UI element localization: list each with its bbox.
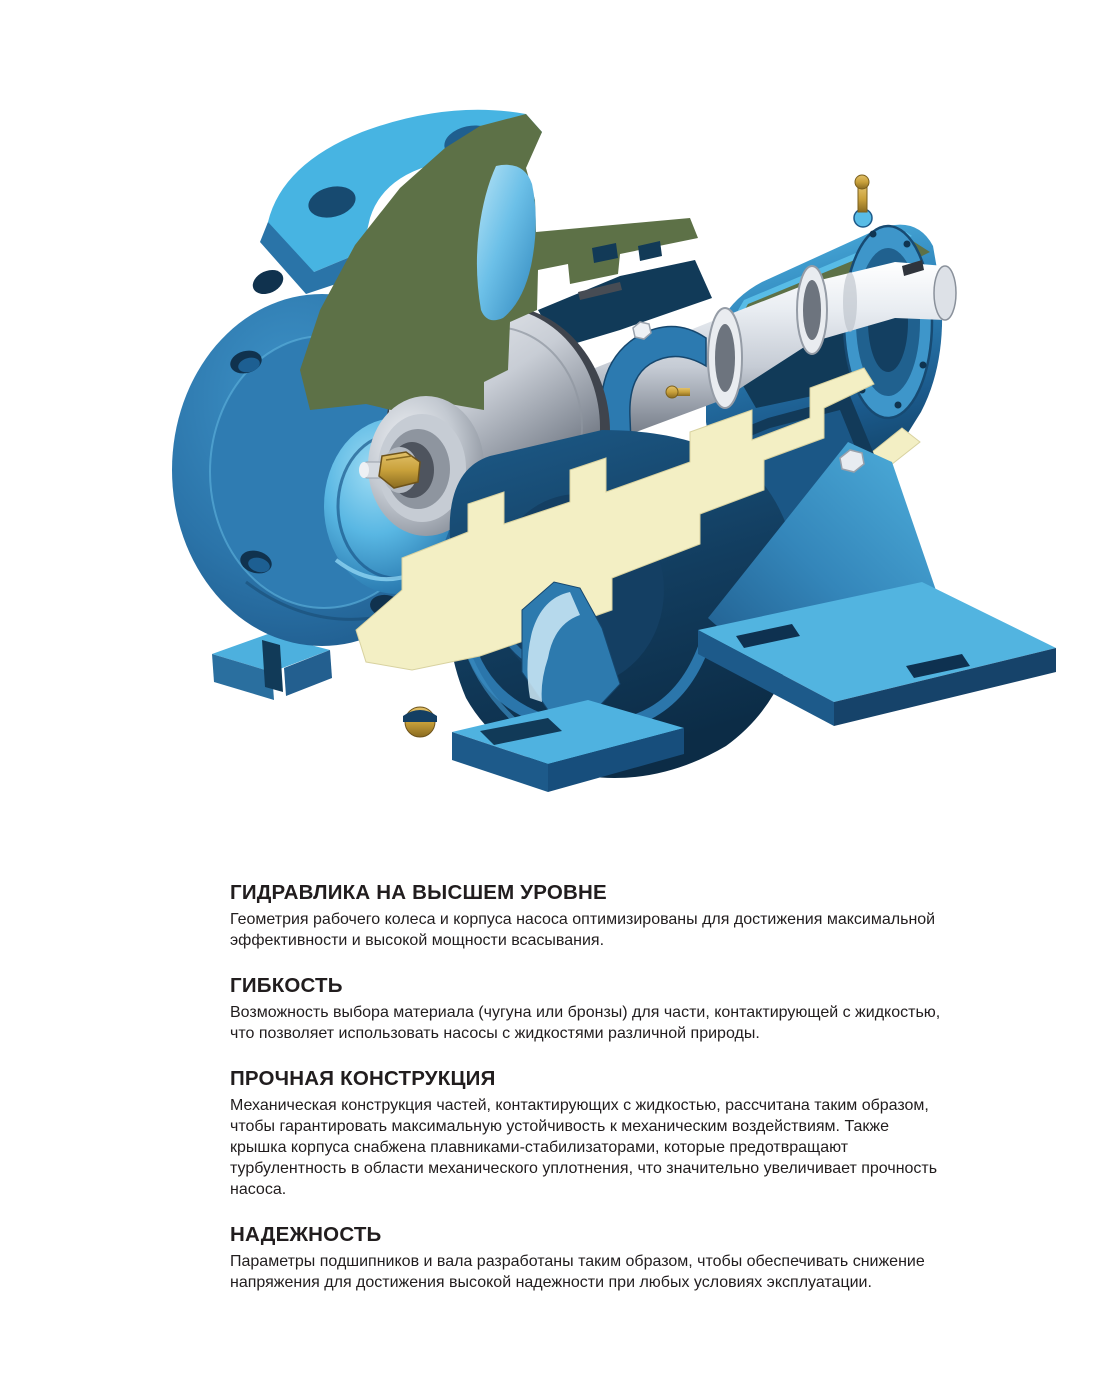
feature-sections bbox=[230, 881, 942, 1316]
section-flexibility bbox=[230, 974, 942, 1044]
section-heading: ПРОЧНАЯ КОНСТРУКЦИЯ bbox=[230, 1067, 496, 1090]
pump-cutaway-illustration bbox=[150, 70, 1070, 810]
section-reliability bbox=[230, 1223, 942, 1293]
section-heading: НАДЕЖНОСТЬ bbox=[230, 1223, 382, 1246]
grease-nipple bbox=[854, 175, 872, 227]
section-body: Возможность выбора материала (чугуна или бронзы) для части, контактирующей с жидкостью, что позволяет использовать насосы с жидкостями различной природы. bbox=[230, 1004, 941, 1042]
section-body: Параметры подшипников и вала разработаны таким образом, чтобы обеспечивать снижение напряжения для достижения высокой надежности при любых условиях эксплуатации. bbox=[230, 1253, 925, 1291]
section-body: Механическая конструкция частей, контактирующих с жидкостью, рассчитана таким образом, чтобы гарантировать максимальную устойчивость к механическим воздействиям. Также крышка корпуса снабжена плавниками-стабилизаторами, которые предотвращают турбулентность в области механического уплотнения, что значительно увеличивает прочность насоса. bbox=[230, 1097, 938, 1198]
pump-cutaway-svg bbox=[150, 70, 1070, 810]
section-heading: ГИБКОСТЬ bbox=[230, 974, 343, 997]
section-heading: ГИДРАВЛИКА НА ВЫСШЕМ УРОВНЕ bbox=[230, 881, 607, 904]
section-body: Геометрия рабочего колеса и корпуса насоса оптимизированы для достижения максимальной эффективности и высокой мощности всасывания. bbox=[230, 911, 936, 949]
section-hydraulics bbox=[230, 881, 942, 951]
drain-plug bbox=[403, 707, 437, 737]
section-robust-design bbox=[230, 1067, 942, 1200]
